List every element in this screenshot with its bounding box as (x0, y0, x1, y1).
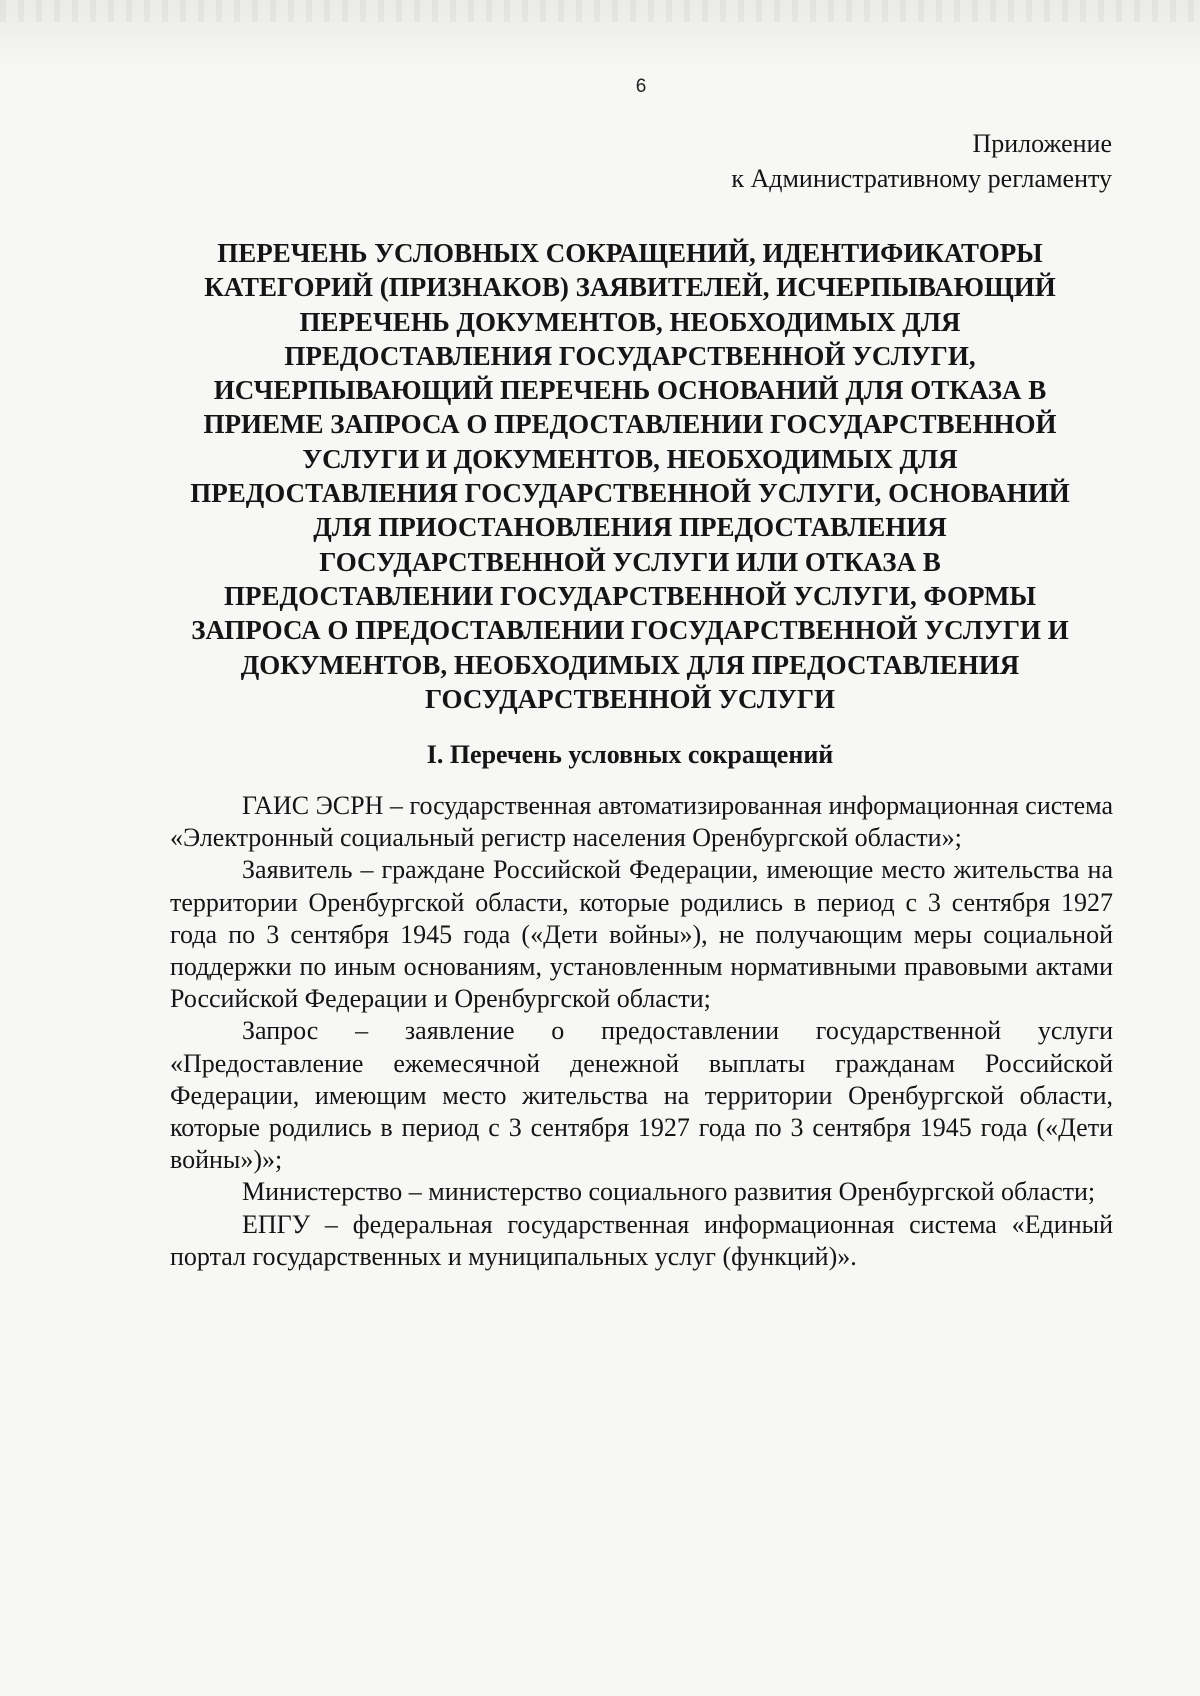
title-line: ДОКУМЕНТОВ, НЕОБХОДИМЫХ ДЛЯ ПРЕДОСТАВЛЕНИЯ (240, 649, 1020, 680)
title-line: ПЕРЕЧЕНЬ УСЛОВНЫХ СОКРАЩЕНИЙ, ИДЕНТИФИКАТОРЫ (217, 238, 1043, 268)
title-line: УСЛУГИ И ДОКУМЕНТОВ, НЕОБХОДИМЫХ ДЛЯ (302, 443, 958, 474)
scan-edge-artifact (0, 0, 1200, 22)
appendix-line-2: к Административному регламенту (731, 164, 1112, 193)
appendix-reference (731, 126, 1112, 196)
paragraph-ministry: Министерство – министерство социального развития Оренбургской области; (242, 1177, 1096, 1207)
title-line: ДЛЯ ПРИОСТАНОВЛЕНИЯ ПРЕДОСТАВЛЕНИЯ (313, 512, 947, 543)
title-line: ЗАПРОСА О ПРЕДОСТАВЛЕНИИ ГОСУДАРСТВЕННОЙ УСЛУГИ И (191, 615, 1069, 646)
title-line: ГОСУДАРСТВЕННОЙ УСЛУГИ ИЛИ ОТКАЗА В (319, 546, 941, 577)
title-line: КАТЕГОРИЙ (ПРИЗНАКОВ) ЗАЯВИТЕЛЕЙ, ИСЧЕРПЫВАЮЩИЙ (204, 272, 1056, 303)
appendix-line-1: Приложение (972, 129, 1112, 158)
title-line: ИСЧЕРПЫВАЮЩИЙ ПЕРЕЧЕНЬ ОСНОВАНИЙ ДЛЯ ОТКАЗА В (213, 375, 1047, 406)
paragraph-epgu: ЕПГУ – федеральная государственная информационная система «Единый портал государственных и муниципальных услуг (функций)». (170, 1209, 1113, 1271)
paragraph-applicant: Заявитель – граждане Российской Федерации, имеющие место жительства на территории Оренбургской области, которые родились в период с 3 сентября 1927 года по 3 сентября 1945 года («Дети войны»), не получающим меры социальной поддержки по иным основаниям, установленным нормативными правовыми актами Российской Федерации и Оренбургской области; (170, 855, 1113, 1014)
title-line: ПРЕДОСТАВЛЕНИЯ ГОСУДАРСТВЕННОЙ УСЛУГИ, ОСНОВАНИЙ (190, 478, 1070, 509)
paragraph-gais-esrn: ГАИС ЭСРН – государственная автоматизированная информационная система «Электронный социальный регистр населения Оренбургской области»; (170, 791, 1113, 853)
page-number: 6 (635, 76, 647, 97)
abbreviations-list (170, 790, 1113, 1273)
title-line: ПРЕДОСТАВЛЕНИИ ГОСУДАРСТВЕННОЙ УСЛУГИ, ФОРМЫ (224, 580, 1036, 611)
paragraph-request: Запрос – заявление о предоставлении государственной услуги «Предоставление ежемесячной денежной выплаты гражданам Российской Федерации, имеющим место жительства на территории Оренбургской области, которые родились в период с 3 сентября 1927 года по 3 сентября 1945 года («Дети войны»)»; (170, 1016, 1113, 1175)
document-title (150, 236, 1110, 716)
section-heading: I. Перечень условных сокращений (426, 740, 834, 769)
title-line: ПРЕДОСТАВЛЕНИЯ ГОСУДАРСТВЕННОЙ УСЛУГИ, (284, 340, 976, 371)
title-line: ПРИЕМЕ ЗАПРОСА О ПРЕДОСТАВЛЕНИИ ГОСУДАРСТВЕННОЙ (203, 409, 1057, 440)
title-line: ГОСУДАРСТВЕННОЙ УСЛУГИ (425, 683, 835, 714)
title-line: ПЕРЕЧЕНЬ ДОКУМЕНТОВ, НЕОБХОДИМЫХ ДЛЯ (299, 306, 961, 337)
